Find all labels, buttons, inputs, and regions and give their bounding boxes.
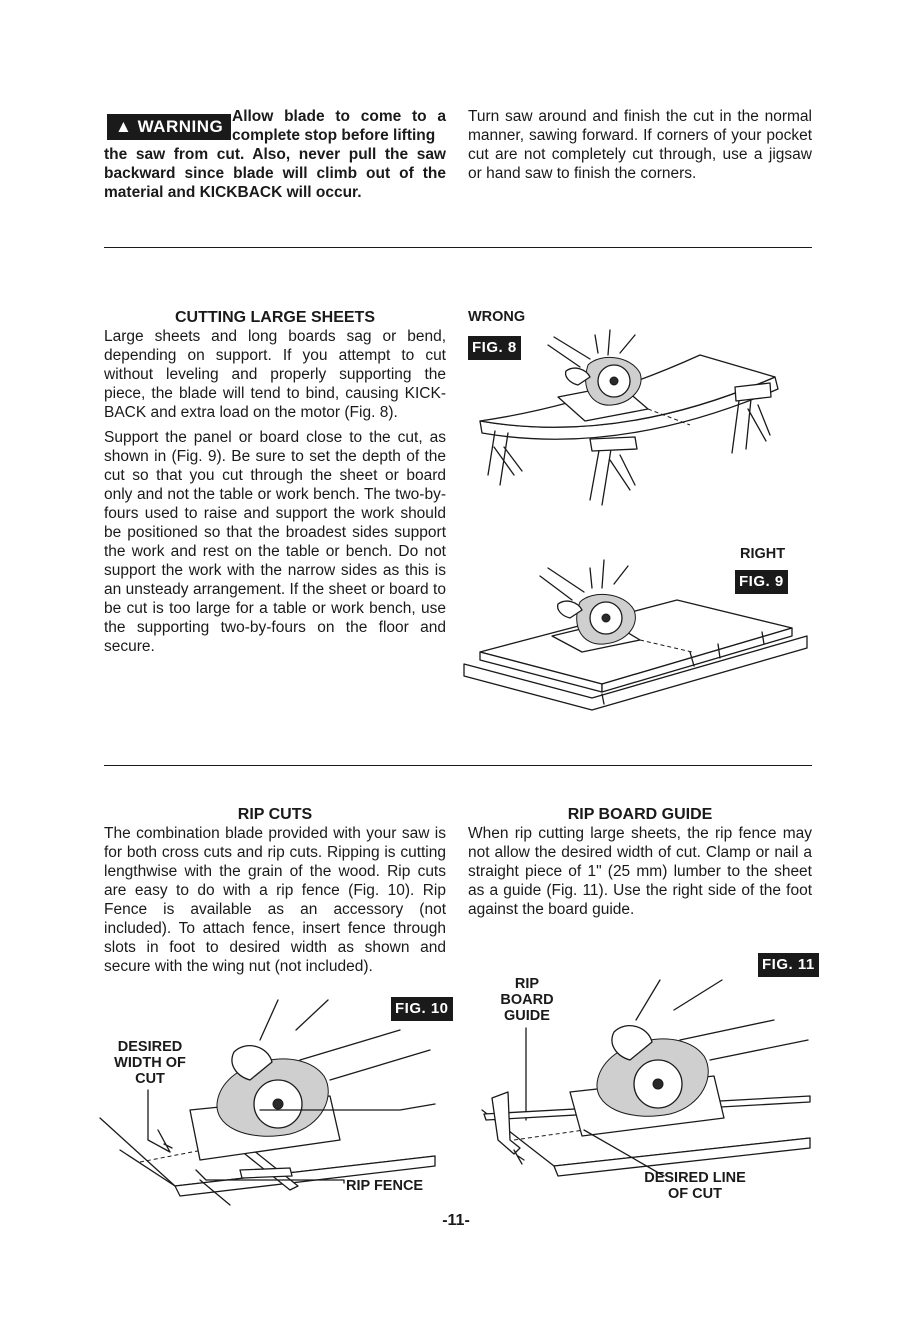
fig10-label-fence: RIP FENCE	[346, 1178, 424, 1194]
rip-board-section	[468, 805, 812, 919]
warning-rest	[104, 145, 446, 202]
fig10-illustration	[100, 1000, 440, 1210]
fig9-tag: FIG. 9	[735, 570, 788, 594]
rip-cuts-heading: RIP CUTS	[237, 806, 313, 823]
pocket-cut-paragraph	[468, 107, 812, 183]
warning-lead	[232, 107, 446, 145]
fig11-illustration	[474, 980, 814, 1190]
large-sheets-p1: Large sheets and long boards sag or bend, depending on support. If you attempt to cut without leveling and properly supporting the piece, the blade will tend to bind, causing KICK-BACK and extra load on the motor (Fig. 8).	[104, 328, 446, 421]
large-sheets-heading: CUTTING LARGE SHEETS	[174, 309, 375, 326]
warning-triangle-icon: ▲	[115, 117, 133, 136]
fig10-tag: FIG. 10	[391, 997, 453, 1021]
warning-badge	[107, 114, 231, 140]
large-sheets-section	[104, 308, 446, 656]
pocket-cut-text: Turn saw around and finish the cut in the normal manner, sawing forward. If corners of your pocket cut are not completely cut through, use a jigsaw or hand saw to finish the corners.	[468, 108, 812, 182]
warning-rest-text: the saw from cut. Also, never pull the saw backward since blade will climb out of the material and KICKBACK will occur.	[104, 146, 446, 201]
rip-cuts-p1: The combination blade provided with your saw is for both cross cuts and rip cuts. Ripping is cutting lengthwise with the grain of the wood. Rip cuts are easy to do with a rip fence (Fig. 10). Rip Fence is available as an accessory (not included). To attach fence, insert fence through slots in foot to desired width as shown and secure with the wing nut (not included).	[104, 825, 446, 975]
fig11-label-guide-text: RIP BOARD GUIDE	[500, 976, 554, 1024]
fig8-caption: WRONG	[468, 309, 526, 325]
rip-cuts-section	[104, 805, 446, 976]
fig11-tag: FIG. 11	[758, 953, 819, 977]
fig8-illustration	[470, 325, 790, 505]
warning-lead-text: Allow blade to come to a complete stop before lifting	[232, 108, 446, 144]
warning-badge-label: WARNING	[137, 117, 224, 136]
fig8-tag: FIG. 8	[468, 336, 521, 360]
rip-board-heading: RIP BOARD GUIDE	[567, 806, 713, 823]
large-sheets-p2: Support the panel or board close to the cut, as shown in (Fig. 9). Be sure to set the depth of the cut so that you cut through the sheet or board only and not the table or work bench. The two-by-fours used to raise and support the work should be positioned so that the broadest sides support the work and rest on the table or bench. Do not support the work with the narrow sides as this is an unsteady arrangement. If the sheet or board to be cut is too large for a table or work bench, use the supporting two-by-fours on the floor and secure.	[104, 429, 446, 655]
rip-board-p1: When rip cutting large sheets, the rip fence may not allow the desired width of cut. Clamp or nail a straight piece of 1" (25 mm) lumber to the sheet as a guide (Fig. 11). Use the right side of the foot against the board guide.	[468, 825, 812, 918]
divider-1	[104, 247, 812, 248]
divider-2	[104, 765, 812, 766]
fig9-illustration	[462, 548, 812, 708]
page-number: -11-	[442, 1212, 470, 1229]
fig11-label-line-text: DESIRED LINE OF CUT	[644, 1170, 746, 1202]
fig10-label-width-text: DESIRED WIDTH OF CUT	[114, 1039, 186, 1087]
fig9-caption: RIGHT	[740, 546, 786, 562]
